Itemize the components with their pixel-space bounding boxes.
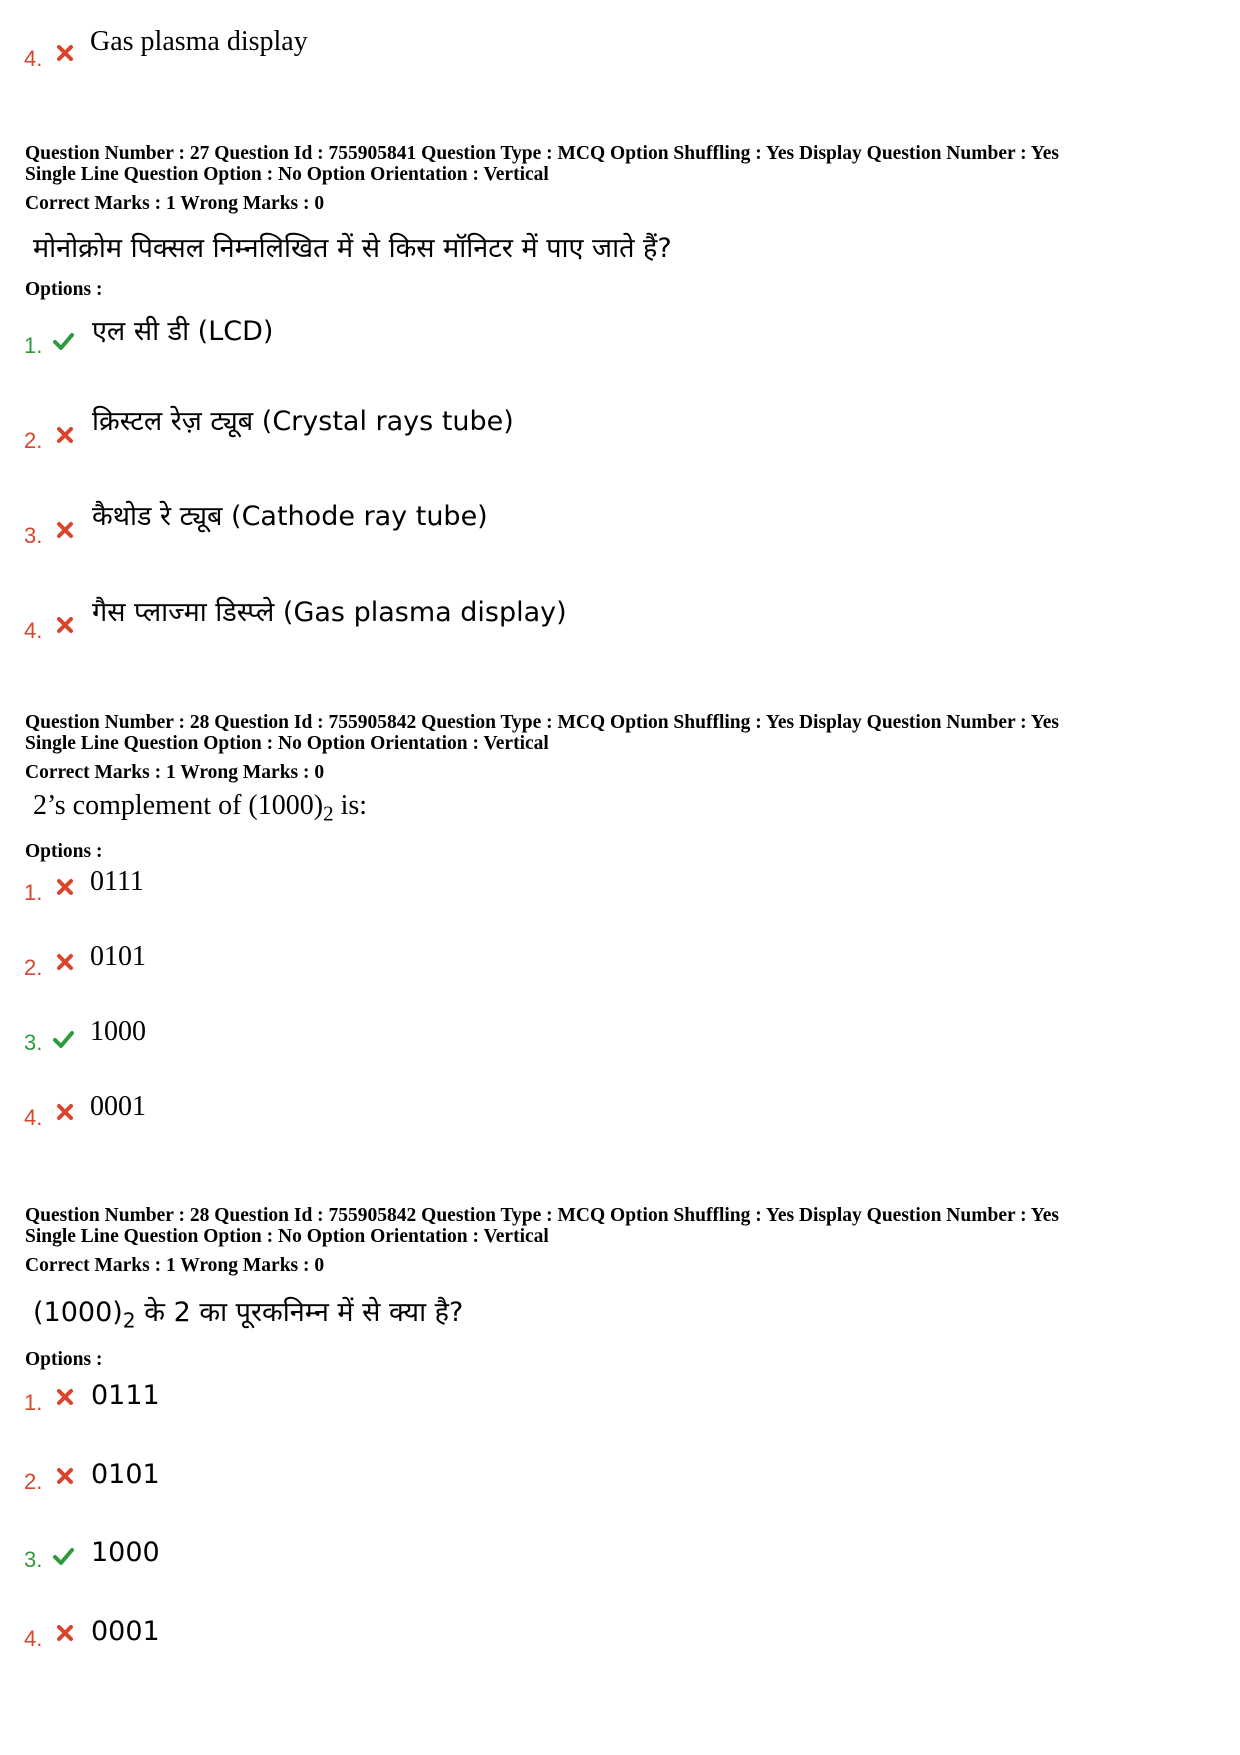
cross-icon — [54, 614, 76, 636]
option-number: 1. — [24, 880, 43, 905]
question-text: 2’s complement of $(1000)_2$ is: — [33, 790, 368, 826]
question-marks: Correct Marks : 1 Wrong Marks : 0 — [25, 762, 325, 783]
option-number: 3. — [24, 1030, 43, 1055]
option-text: 1000 — [90, 1016, 146, 1047]
check-icon — [52, 1545, 74, 1567]
options-label: Options : — [25, 841, 103, 862]
option-text: गैस प्लाज्मा डिस्प्ले (Gas plasma display) — [92, 597, 567, 628]
option-number: 4. — [24, 46, 43, 71]
option-text: क्रिस्टल रेज़ ट्यूब (Crystal rays tube) — [92, 406, 514, 437]
option-text: 0001 — [91, 1616, 160, 1647]
options-label: Options : — [25, 1349, 103, 1370]
cross-icon — [54, 1386, 76, 1408]
option-number: 2. — [24, 1469, 43, 1494]
question-meta: Question Number : 27 Question Id : 755905841 Question Type : MCQ Option Shuffling : Yes Display Question Number : Yes — [25, 143, 1059, 164]
option-number: 2. — [24, 428, 43, 453]
question-meta-orientation: Single Line Question Option : No Option Orientation : Vertical — [25, 733, 549, 754]
option-text: कैथोड रे ट्यूब (Cathode ray tube) — [92, 501, 488, 532]
question-meta: Question Number : 28 Question Id : 755905842 Question Type : MCQ Option Shuffling : Yes Display Question Number : Yes — [25, 712, 1059, 733]
question-text: $(1000)_2$ के 2 का पूरकनिम्न में से क्या है? — [33, 1297, 464, 1333]
question-marks: Correct Marks : 1 Wrong Marks : 0 — [25, 193, 325, 214]
options-label: Options : — [25, 279, 103, 300]
option-number: 3. — [24, 523, 43, 548]
question-meta-orientation: Single Line Question Option : No Option Orientation : Vertical — [25, 164, 549, 185]
cross-icon — [54, 42, 76, 64]
option-number: 3. — [24, 1547, 43, 1572]
cross-icon — [54, 424, 76, 446]
option-number: 1. — [24, 1390, 43, 1415]
option-text: 0101 — [90, 941, 146, 972]
option-number: 4. — [24, 1105, 43, 1130]
option-text: एल सी डी (LCD) — [92, 316, 274, 347]
option-text: 0001 — [90, 1091, 146, 1122]
option-text: 0111 — [90, 866, 144, 897]
cross-icon — [54, 876, 76, 898]
check-icon — [52, 1028, 74, 1050]
cross-icon — [54, 951, 76, 973]
cross-icon — [54, 1622, 76, 1644]
cross-icon — [54, 1465, 76, 1487]
option-number: 4. — [24, 618, 43, 643]
option-text: 1000 — [91, 1537, 160, 1568]
option-text: 0101 — [91, 1459, 160, 1490]
question-marks: Correct Marks : 1 Wrong Marks : 0 — [25, 1255, 325, 1276]
cross-icon — [54, 519, 76, 541]
question-meta-orientation: Single Line Question Option : No Option Orientation : Vertical — [25, 1226, 549, 1247]
option-text: 0111 — [91, 1380, 160, 1411]
question-meta: Question Number : 28 Question Id : 755905842 Question Type : MCQ Option Shuffling : Yes Display Question Number : Yes — [25, 1205, 1059, 1226]
option-number: 4. — [24, 1626, 43, 1651]
question-text: मोनोक्रोम पिक्सल निम्नलिखित में से किस मॉनिटर में पाए जाते हैं? — [33, 233, 672, 264]
option-text: Gas plasma display — [90, 26, 308, 57]
check-icon — [52, 330, 74, 352]
option-number: 2. — [24, 955, 43, 980]
option-number: 1. — [24, 333, 43, 358]
cross-icon — [54, 1101, 76, 1123]
